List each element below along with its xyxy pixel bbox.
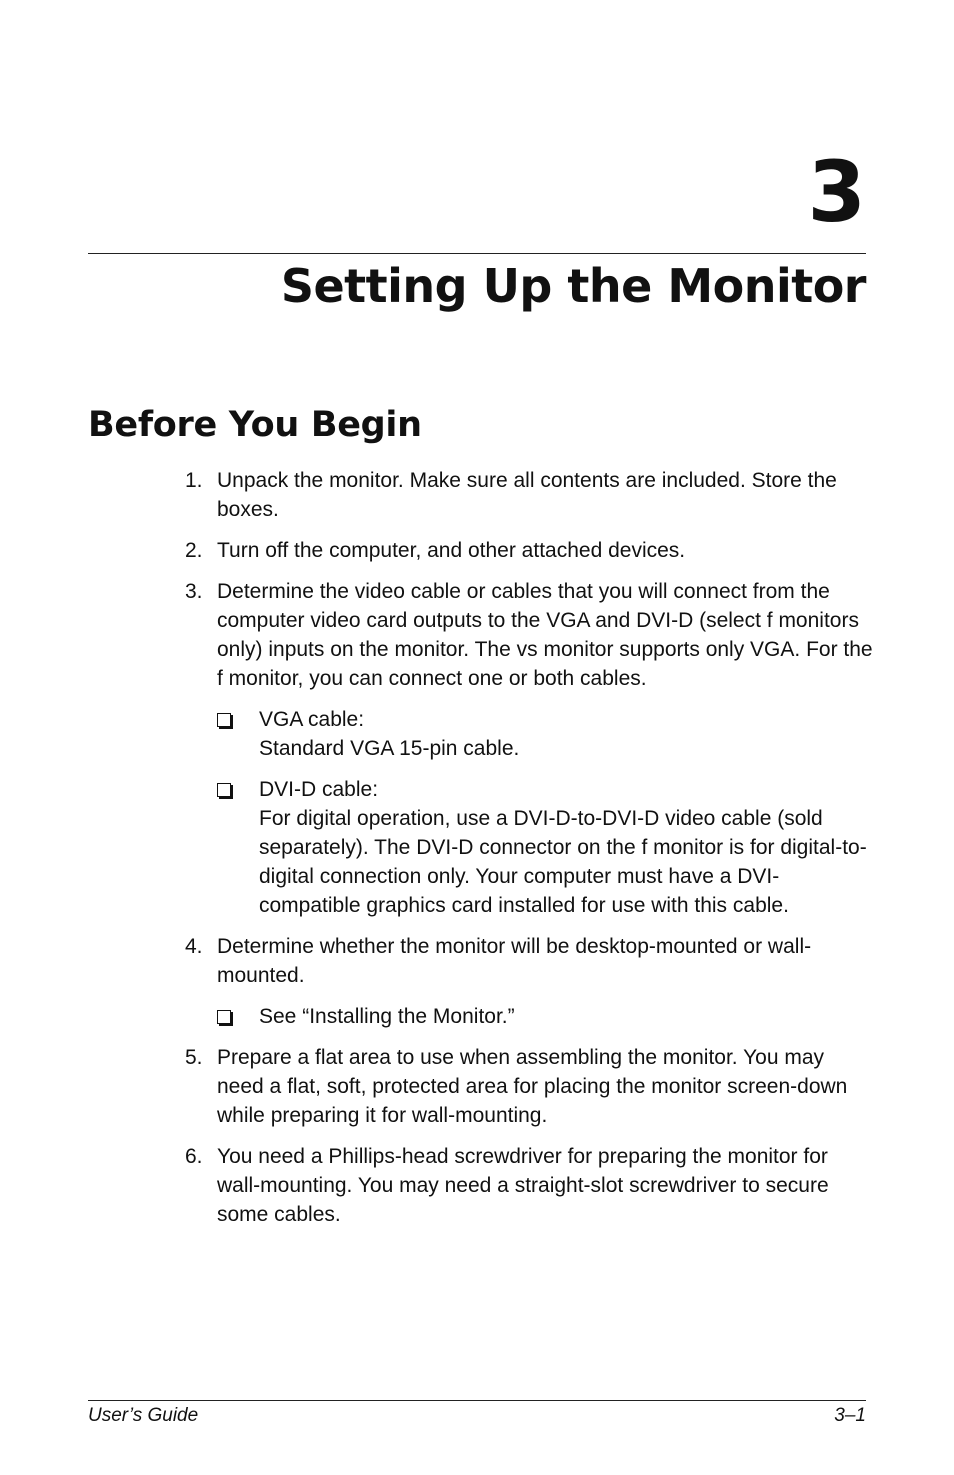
footer-doc-title: User’s Guide	[88, 1405, 199, 1426]
list-item	[185, 466, 875, 524]
list-item	[185, 577, 875, 920]
section-heading: Before You Begin	[88, 405, 422, 445]
steps-list	[185, 466, 875, 1241]
substep-text: See “Installing the Monitor.”	[259, 1005, 515, 1028]
substep-item	[217, 1002, 875, 1031]
step-text: Determine whether the monitor will be desktop-mounted or wall-mounted.	[217, 935, 812, 987]
step-number: 6.	[185, 1145, 203, 1168]
footer-divider	[88, 1400, 866, 1401]
step-text: Prepare a flat area to use when assembling the monitor. You may need a flat, soft, protected area for placing the monitor screen-down while preparing it for wall-mounting.	[217, 1046, 848, 1127]
step-text: Turn off the computer, and other attached devices.	[217, 539, 686, 562]
chapter-divider	[88, 253, 866, 254]
step-number: 2.	[185, 539, 203, 562]
chapter-title: Setting Up the Monitor	[280, 259, 866, 313]
substeps-list	[217, 705, 875, 920]
substep-text: Standard VGA 15-pin cable.	[259, 737, 520, 760]
substep-text: For digital operation, use a DVI-D-to-DVI-D video cable (sold separately). The DVI-D connector on the f monitor is for digital-to-digital connection only. Your computer must have a DVI-compatible graphics card installed for use with this cable.	[259, 807, 867, 917]
list-item	[185, 1043, 875, 1130]
checkbox-icon	[217, 783, 231, 797]
checkbox-icon	[217, 1010, 231, 1024]
step-number: 4.	[185, 935, 203, 958]
substep-item	[217, 775, 875, 920]
substep-item	[217, 705, 875, 763]
substeps-list	[217, 1002, 875, 1031]
list-item	[185, 1142, 875, 1229]
step-number: 1.	[185, 469, 203, 492]
substep-label: DVI-D cable:	[259, 778, 379, 801]
checkbox-icon	[217, 713, 231, 727]
step-number: 3.	[185, 580, 203, 603]
chapter-number: 3	[807, 143, 866, 241]
step-text: Determine the video cable or cables that you will connect from the computer video card outputs to the VGA and DVI-D (select f monitors only) inputs on the monitor. The vs monitor supports only VGA. For the f monitor, you can connect one or both cables.	[217, 580, 873, 690]
footer-page-number: 3–1	[834, 1405, 866, 1426]
step-number: 5.	[185, 1046, 203, 1069]
step-text: Unpack the monitor. Make sure all contents are included. Store the boxes.	[217, 469, 837, 521]
list-item	[185, 932, 875, 1031]
substep-label: VGA cable:	[259, 708, 365, 731]
step-text: You need a Phillips-head screwdriver for preparing the monitor for wall-mounting. You may need a straight-slot screwdriver to secure some cables.	[217, 1145, 829, 1226]
list-item	[185, 536, 875, 565]
